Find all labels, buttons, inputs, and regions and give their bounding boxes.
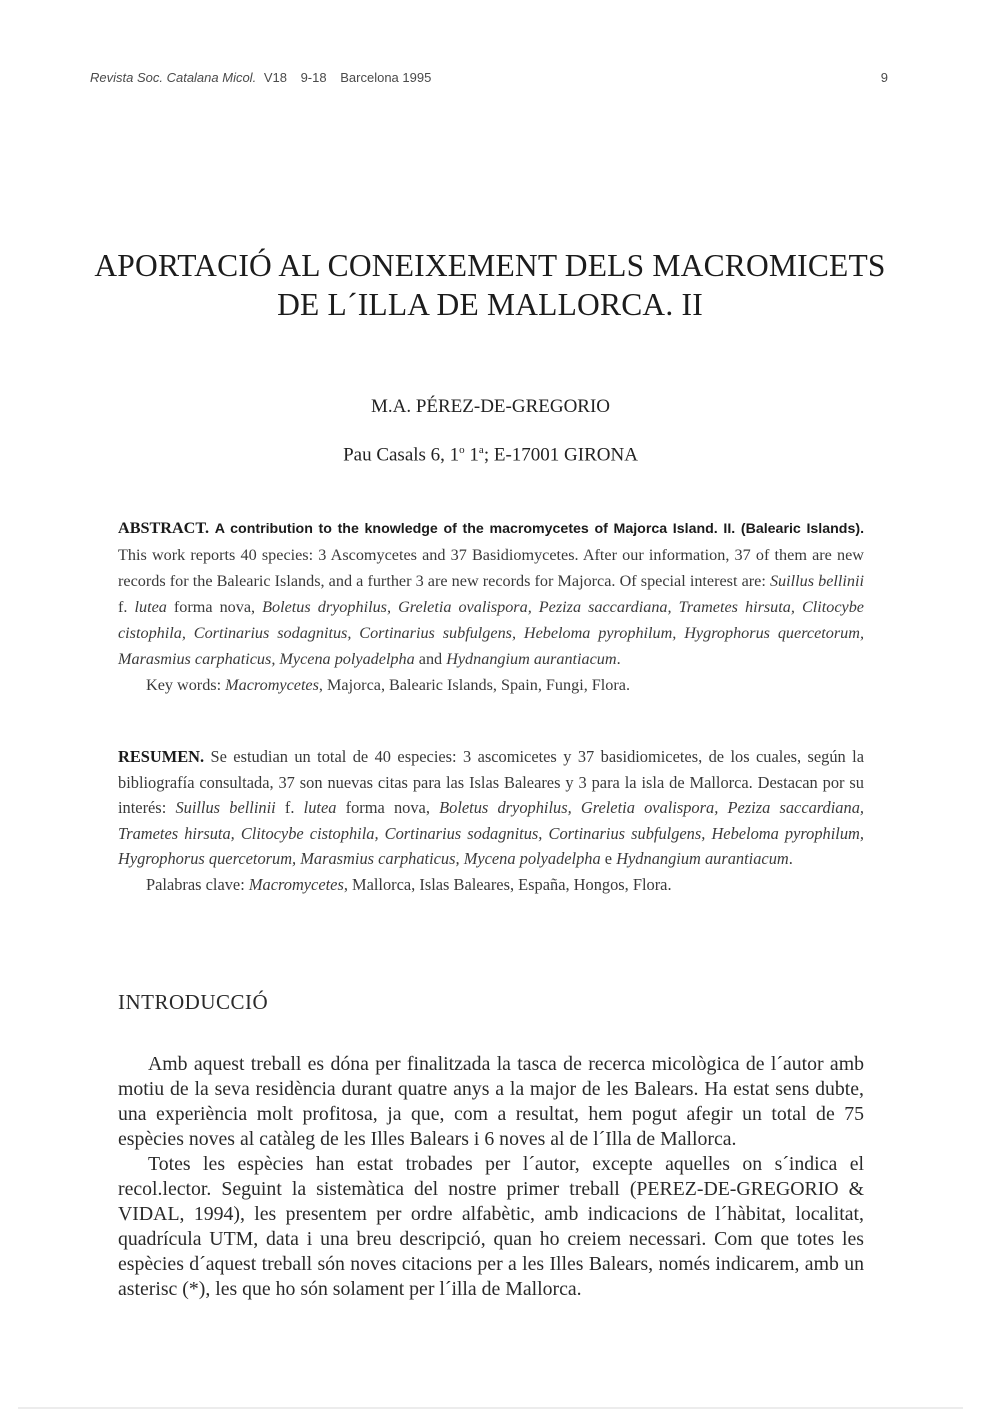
palabras-clave-rest: , Mallorca, Islas Baleares, España, Hongos, Flora.	[343, 874, 672, 894]
abstract-label: ABSTRACT.	[118, 519, 209, 537]
resumen-species-list: Boletus dryophilus, Greletia ovalispora, Peziza saccardiana, Trametes hirsuta, Clitocybe cistophila, Cortinarius sodagnitus, Cortinarius subfulgens, Hebeloma pyrophilum, Hygrophorus quercetorum, Marasmius carphaticus, Mycena polyadelpha	[118, 798, 864, 868]
keywords-rest: , Majorca, Balearic Islands, Spain, Fungi, Flora.	[318, 676, 631, 694]
page-edge-shadow	[18, 1407, 963, 1409]
intro-paragraph-2: Totes les espècies han estat trobades per l´autor, excepte aquelles on s´indica el recol.lector. Seguint la sistemàtica del nostre primer treball (PEREZ-DE-GREGORIO & VIDAL, 1994), les presentem per ordre alfabètic, amb indicacions de l´hàbitat, localitat, quadrícula UTM, data i una breu descripció, quan ho creiem necessari. Com que totes les espècies d´aquest treball són noves citacions per a les Illes Balears, només indicarem, amb un asterisc (*), les que ho són solament per l´illa de Mallorca.	[118, 1153, 864, 1300]
abstract-end: .	[616, 650, 621, 668]
place-year: Barcelona 1995	[340, 70, 432, 85]
address-street: Pau Casals 6, 1	[343, 444, 460, 466]
title-line-2: DE L´ILLA DE MALLORCA. II	[277, 287, 703, 322]
address-floor-sup: o	[459, 444, 465, 456]
address-door: 1	[464, 444, 479, 466]
resumen-form: lutea	[303, 798, 337, 817]
abstract-f: f.	[118, 598, 135, 616]
page-range: 9-18	[300, 70, 327, 85]
author-address	[0, 444, 981, 466]
abstract-species-1: Suillus bellinii	[769, 572, 864, 590]
resumen-end: .	[788, 849, 793, 868]
introduction-body	[118, 1052, 864, 1302]
section-heading-introduccio: INTRODUCCIÓ	[118, 990, 269, 1014]
running-head	[90, 70, 890, 85]
resumen-species-1: Suillus bellinii	[175, 798, 276, 817]
title-line-1: APORTACIÓ AL CONEIXEMENT DELS MACROMICETS	[94, 248, 886, 283]
author: M.A. PÉREZ-DE-GREGORIO	[370, 396, 611, 417]
resumen-text-1: Se estudian un total de 40 especies: 3 ascomicetes y 37 basidiomicetes, de los cuales, según la bibliografía consultada, 37 son nuevas citas para las Islas Baleares y 3 para la isla de Mallorca. Destacan por su interés:	[118, 747, 864, 817]
palabras-clave-label: Palabras clave:	[146, 874, 249, 894]
resumen-section	[118, 744, 864, 897]
resumen-keywords	[118, 872, 864, 898]
resumen-species-last: Hydnangium aurantiacum	[616, 849, 789, 868]
resumen-text-2: forma nova,	[336, 798, 440, 817]
intro-paragraph-1: Amb aquest treball es dóna per finalitzada la tasca de recerca micològica de l´autor amb motiu de la seva residència durant quatre anys a la major de les Balears. Ha estat sens dubte, una experiència molt profitosa, ja que, com a resultat, hem pogut afegir un total de 75 espècies noves al catàleg de les Illes Balears i 6 noves al de l´Illa de Mallorca.	[118, 1053, 864, 1150]
address-city: ; E-17001 GIRONA	[483, 444, 638, 466]
address-door-sup: a	[478, 444, 484, 456]
abstract-and: and	[414, 650, 447, 668]
abstract-text-1: This work reports 40 species: 3 Ascomycetes and 37 Basidiomycetes. After our information, 37 of them are new records for the Balearic Islands, and a further 3 are new records for Majorca. Of special interest are:	[118, 546, 864, 590]
volume: V18	[263, 70, 287, 85]
abstract-section	[118, 515, 864, 698]
abstract-form: lutea	[134, 598, 167, 616]
abstract-keywords	[118, 672, 864, 698]
page-number: 9	[880, 70, 888, 85]
palabras-clave-italic: Macromycetes	[248, 874, 344, 894]
abstract-english-title: A contribution to the knowledge of the macromycetes of Majorca Island. II. (Balearic Islands).	[214, 521, 865, 537]
abstract-paragraph	[118, 515, 864, 672]
paper-title	[60, 246, 920, 324]
abstract-text-2: forma nova,	[166, 598, 263, 616]
abstract-species-list: Boletus dryophilus, Greletia ovalispora, Peziza saccardiana, Trametes hirsuta, Clitocybe cistophila, Cortinarius sodagnitus, Cortinarius subfulgens, Hebeloma pyrophilum, Hygrophorus quercetorum, Marasmius carphaticus, Mycena polyadelpha	[118, 598, 864, 668]
resumen-label: RESUMEN.	[118, 747, 205, 766]
resumen-and: e	[600, 849, 617, 868]
journal-name: Revista Soc. Catalana Micol.	[90, 70, 257, 85]
keywords-italic: Macromycetes	[225, 676, 319, 694]
abstract-species-last: Hydnangium aurantiacum	[446, 650, 617, 668]
resumen-f: f.	[275, 798, 304, 817]
keywords-label: Key words:	[146, 676, 226, 694]
resumen-paragraph	[118, 744, 864, 872]
